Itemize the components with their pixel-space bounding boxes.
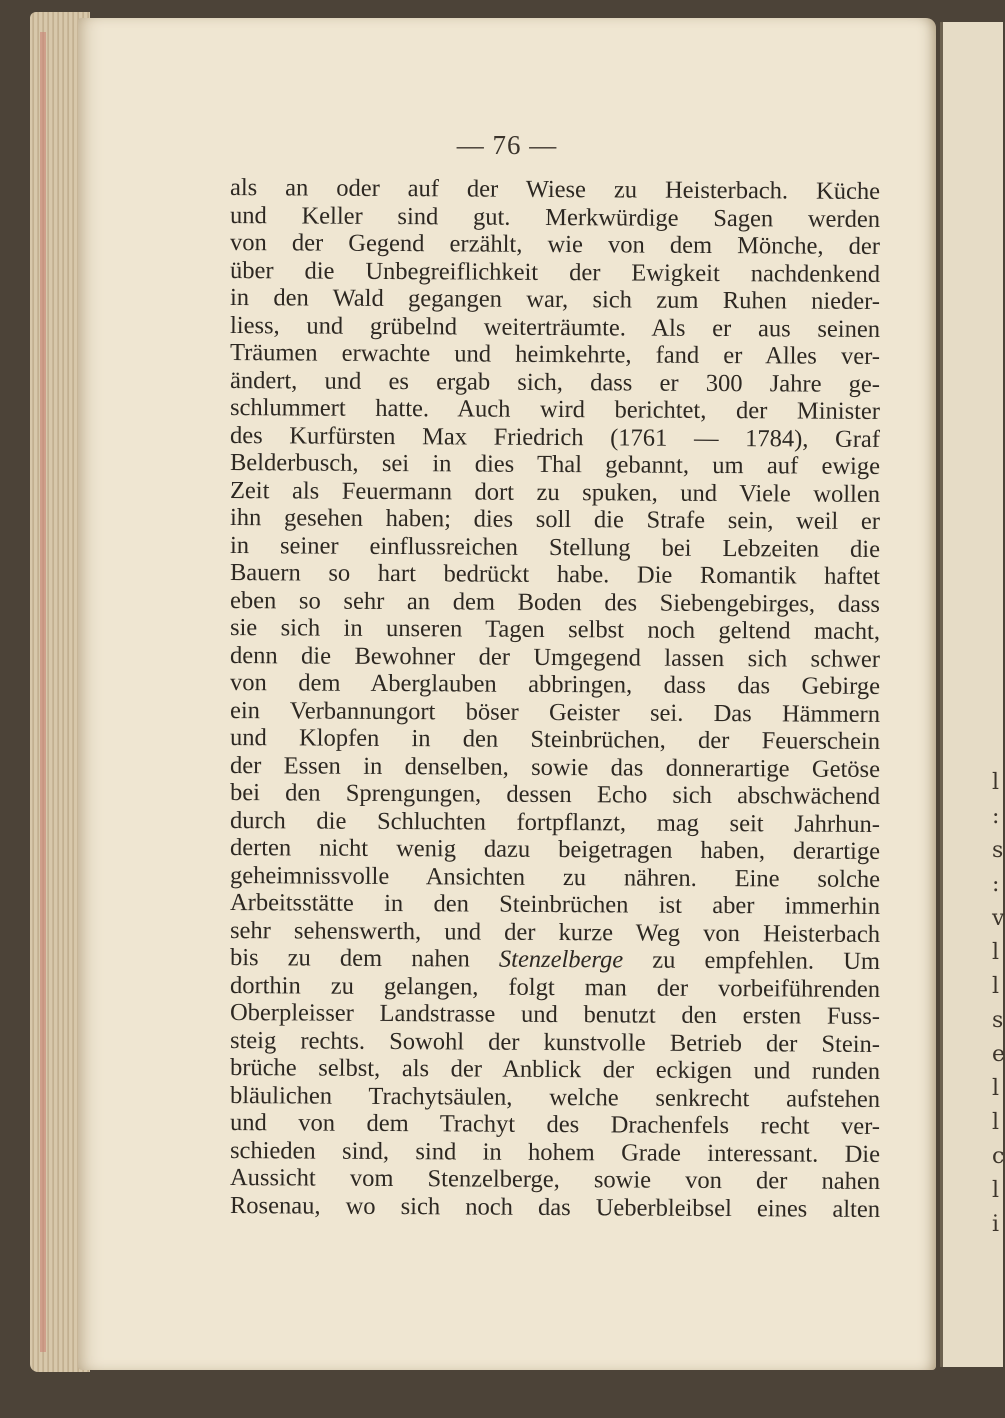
facing-page-fragment: l <box>992 770 1000 795</box>
text-line: sie sich in unseren Tagen selbst noch geltend macht, <box>229 614 881 645</box>
text-line: und Keller sind gut. Merkwürdige Sagen werden <box>229 201 881 233</box>
text-line: in seiner einflussreichen Stellung bei Lebzeiten die <box>229 531 881 563</box>
text-line: Oberpleisser Landstrasse und benutzt den ersten Fuss- <box>229 999 881 1030</box>
text-line: brüche selbst, als der Anblick der eckigen und runden <box>229 1054 881 1085</box>
facing-page-fragment: l <box>992 1178 1000 1203</box>
emphasized-place-name: Stenzelberge <box>498 945 624 974</box>
facing-page-fragment: v <box>992 906 1005 931</box>
text-line: und von dem Trachyt des Drachenfels recht ver- <box>229 1109 881 1140</box>
text-line: schlummert hatte. Auch wird berichtet, der Minister <box>229 394 881 425</box>
text-line: bläulichen Trachytsäulen, welche senkrecht aufstehen <box>229 1081 881 1113</box>
text-line: und Klopfen in den Steinbrüchen, der Feuerschein <box>229 724 881 755</box>
facing-page-fragment: : <box>992 804 1000 829</box>
text-line: in den Wald gegangen war, sich zum Ruhen nieder- <box>229 284 881 315</box>
text-line: denn die Bewohner der Umgegend lassen sich schwer <box>229 641 881 673</box>
text-line: schieden sind, sind in hohem Grade interessant. Die <box>229 1136 881 1168</box>
text-line: eben so sehr an dem Boden des Siebengebirges, dass <box>229 586 881 618</box>
text-line: Arbeitsstätte in den Steinbrüchen ist aber immerhin <box>229 889 881 920</box>
facing-page-fragment: l <box>992 1076 1000 1101</box>
text-line: von der Gegend erzählt, wie von dem Mönche, der <box>229 229 881 260</box>
facing-page-fragment: l <box>992 974 1000 999</box>
facing-page-fragment: c <box>992 1144 1005 1169</box>
text-line: Aussicht vom Stenzelberge, sowie von der nahen <box>229 1164 881 1195</box>
text-line: durch die Schluchten fortpflanzt, mag seit Jahrhun- <box>229 806 881 838</box>
text-line: ihn gesehen haben; dies soll die Strafe sein, weil er <box>229 504 881 535</box>
text-line: von dem Aberglauben abbringen, dass das Gebirge <box>229 669 881 700</box>
text-line: über die Unbegreiflichkeit der Ewigkeit nachdenkend <box>229 256 881 288</box>
text-line: steig rechts. Sowohl der kunstvolle Betrieb der Stein- <box>229 1026 881 1058</box>
text-line: bei den Sprengungen, dessen Echo sich abschwächend <box>229 779 881 810</box>
facing-page-fragment: l <box>992 1110 1000 1135</box>
text-line: als an oder auf der Wiese zu Heisterbach. Küche <box>229 174 881 205</box>
facing-page-fragment: s <box>992 1008 1004 1033</box>
text-line: Träumen erwachte und heimkehrte, fand er Alles ver- <box>229 339 881 370</box>
text-line: Zeit als Feuermann dort zu spuken, und Viele wollen <box>229 476 881 508</box>
text-line: liess, und grübelnd weiterträumte. Als er aus seinen <box>229 311 881 343</box>
text-line: ändert, und es ergab sich, dass er 300 Jahre ge- <box>229 366 881 398</box>
facing-page-fragment: : <box>992 872 1000 897</box>
facing-page-fragment: i <box>992 1212 1000 1237</box>
page-number: — 76 — <box>456 130 558 160</box>
text-line: sehr sehenswerth, und der kurze Weg von Heisterbach <box>229 916 881 948</box>
facing-page-fragment: e <box>992 1042 1005 1067</box>
facing-page-fragment: l <box>992 940 1000 965</box>
text-line: des Kurfürsten Max Friedrich (1761 — 1784), Graf <box>229 421 881 453</box>
text-line: Belderbusch, sei in dies Thal gebannt, um auf ewige <box>229 449 881 480</box>
text-line: Bauern so hart bedrückt habe. Die Romantik haftet <box>229 559 881 590</box>
text-line: geheimnissvolle Ansichten zu nähren. Eine solche <box>229 861 881 893</box>
text-line: Rosenau, wo sich noch das Ueberbleibsel eines alten <box>229 1191 881 1223</box>
text-line: dorthin zu gelangen, folgt man der vorbeiführenden <box>229 971 881 1003</box>
text-line: der Essen in denselben, sowie das donnerartige Getöse <box>229 751 881 783</box>
text-line: ein Verbannungort böser Geister sei. Das Hämmern <box>229 696 881 728</box>
text-line: derten nicht wenig dazu beigetragen haben, derartige <box>229 834 881 865</box>
text-line: bis zu dem nahen Stenzelberge zu empfehlen. Um <box>229 944 881 975</box>
facing-page-fragment: s <box>992 838 1004 863</box>
